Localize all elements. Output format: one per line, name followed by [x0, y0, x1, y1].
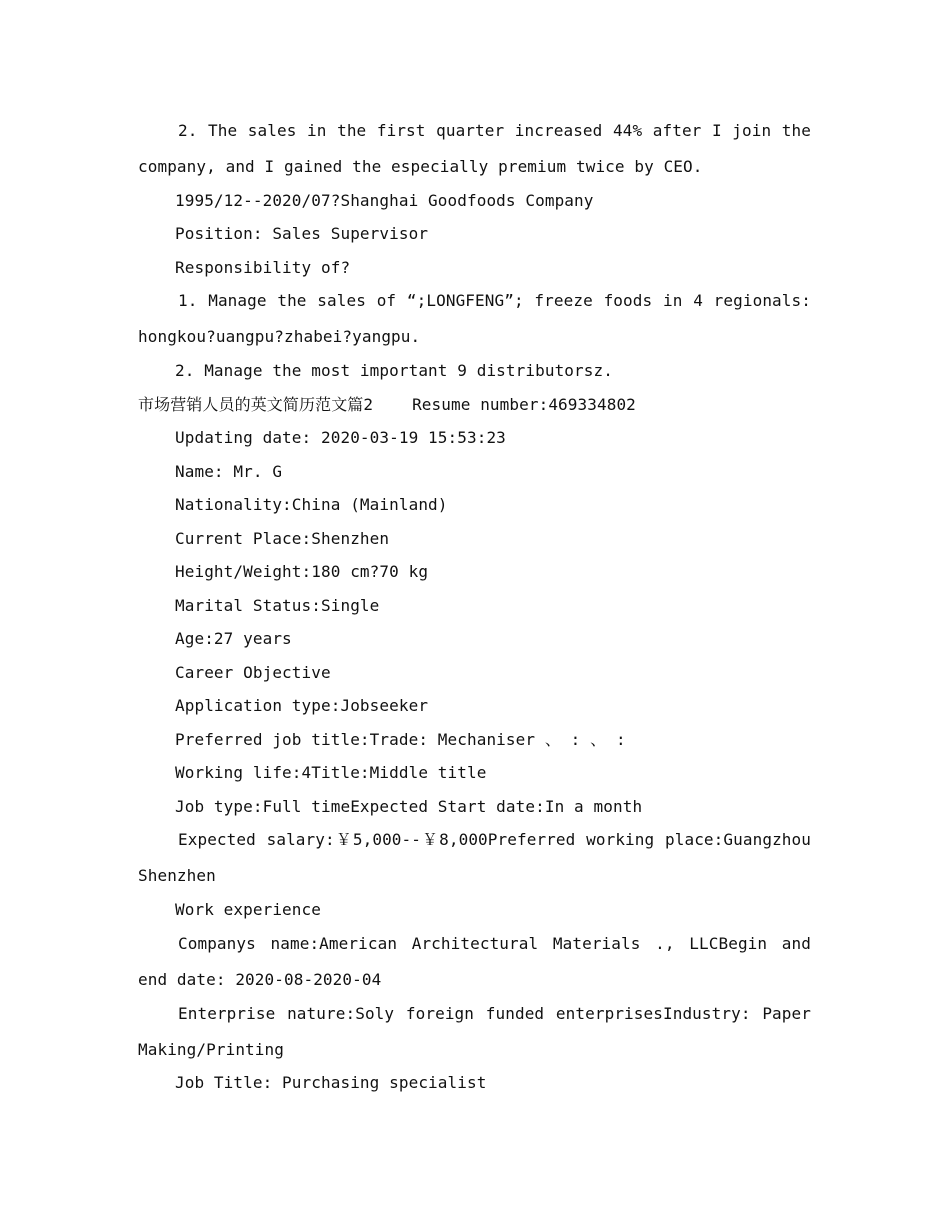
age-line: Age:27 years: [175, 629, 292, 648]
manage-sales-paragraph: 1. Manage the sales of “;LONGFENG”; freeze foods in 4 regionals: hongkou?uangpu?zhabei?yangpu.: [138, 291, 811, 346]
name-line: Name: Mr. G: [175, 462, 283, 481]
sales-increase-paragraph: 2. The sales in the first quarter increased 44% after I join the company, and I gained the especially premium twice by CEO.: [138, 121, 811, 176]
preferred-job-title-line: Preferred job title:Trade: Mechaniser 、 : 、 :: [175, 730, 626, 749]
job-title-line: Job Title: Purchasing specialist: [175, 1073, 487, 1092]
updating-date-line: Updating date: 2020-03-19 15:53:23: [175, 428, 506, 447]
enterprise-nature-paragraph: Enterprise nature:Soly foreign funded enterprisesIndustry: Paper Making/Printing: [138, 1004, 811, 1059]
career-objective-heading: Career Objective: [175, 663, 331, 682]
nationality-line: Nationality:China (Mainland): [175, 495, 448, 514]
resume-heading-line: 市场营销人员的英文简历范文篇2 Resume number:469334802: [138, 395, 636, 414]
current-place-line: Current Place:Shenzhen: [175, 529, 390, 548]
height-weight-line: Height/Weight:180 cm?70 kg: [175, 562, 429, 581]
position-line: Position: Sales Supervisor: [175, 224, 429, 243]
job-type-line: Job type:Full timeExpected Start date:In a month: [175, 797, 643, 816]
work-experience-heading: Work experience: [175, 900, 321, 919]
application-type-line: Application type:Jobseeker: [175, 696, 429, 715]
employment-period-line: 1995/12--2020/07?Shanghai Goodfoods Company: [175, 191, 594, 210]
expected-salary-paragraph: Expected salary:￥5,000--￥8,000Preferred working place:Guangzhou Shenzhen: [138, 830, 811, 885]
responsibility-line: Responsibility of?: [175, 258, 351, 277]
working-life-line: Working life:4Title:Middle title: [175, 763, 487, 782]
company-name-paragraph: Companys name:American Architectural Materials ., LLCBegin and end date: 2020-08-2020-04: [138, 934, 811, 989]
manage-distributors-line: 2. Manage the most important 9 distributorsz.: [175, 361, 613, 380]
marital-status-line: Marital Status:Single: [175, 596, 380, 615]
